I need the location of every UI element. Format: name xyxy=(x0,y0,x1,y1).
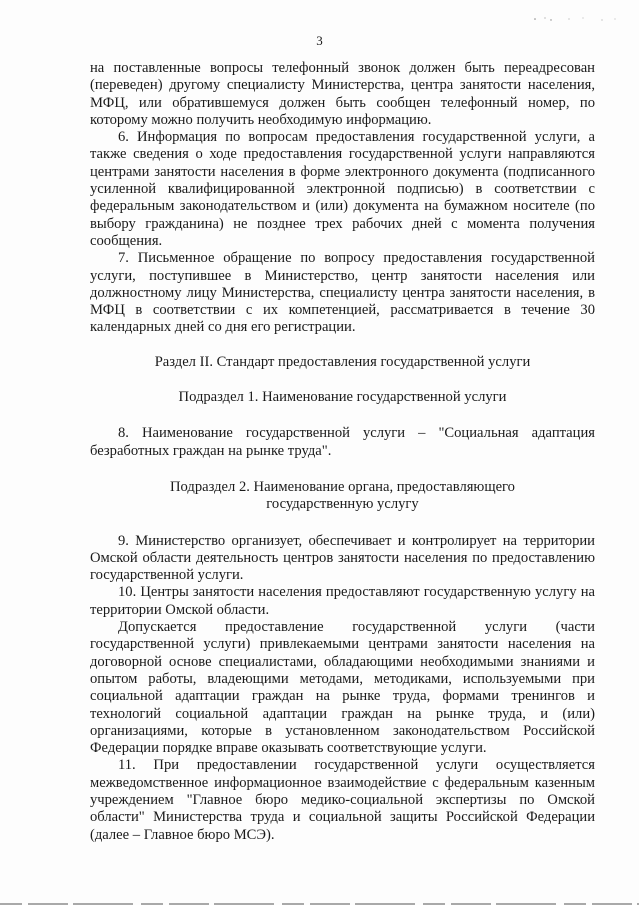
paragraph-10-admit: Допускается предоставление государственной услуги (части государственной услуги) привлекаемыми центрами занятости населения на договорной основе специалистами, обладающими необходимыми знаниями и опытом работы, владеющими методами, методиками, используемыми при социальной адаптации граждан на рынке труда, формами тренингов и технологий социальной адаптации граждан на рынке труда, и (или) организациями, которые в установленном законодательством Российской Федерации порядке вправе оказывать соответствующие услуги. xyxy=(90,619,595,757)
scan-artifact-specks xyxy=(531,14,621,24)
section-heading-2: Раздел II. Стандарт предоставления государственной услуги xyxy=(154,353,531,370)
paragraph-8: 8. Наименование государственной услуги – "Социальная адаптация безработных граждан на рынке труда". xyxy=(90,425,595,459)
paragraph-intro-continuation: на поставленные вопросы телефонный звонок должен быть переадресован (переведен) другому специалисту Министерства, центра занятости населения, МФЦ, или обратившемуся должен быть сообщен телефонный номер, по которому можно получить необходимую информацию. xyxy=(90,60,595,128)
scan-bottom-edge xyxy=(0,899,639,905)
subsection-heading-1: Подраздел 1. Наименование государственной услуги xyxy=(178,389,507,406)
subsection-heading-2-line2: государственную услугу xyxy=(266,496,419,513)
paragraph-10: 10. Центры занятости населения предоставляют государственную услугу на территории Омской области. xyxy=(90,584,595,618)
subsection-heading-2-line1: Подраздел 2. Наименование органа, предоставляющего xyxy=(170,478,515,495)
page-number: 3 xyxy=(316,33,323,48)
paragraph-11: 11. При предоставлении государственной услуги осуществляется межведомственное информационное взаимодействие с федеральным казенным учреждением "Главное бюро медико-социальной экспертизы по Омской области" Министерства труда и социальной защиты Российской Федерации (далее – Главное бюро МСЭ). xyxy=(90,757,595,843)
subsection-heading-2 xyxy=(90,479,595,514)
document-body xyxy=(90,60,595,844)
paragraph-6: 6. Информация по вопросам предоставления государственной услуги, а также сведения о ходе предоставления государственной услуги направляются центрами занятости населения в форме электронного документа (подписанного усиленной квалифицированной электронной подписью) в соответствии с федеральным законодательством и (или) документа на бумажном носителе (по выбору гражданина) не позднее трех рабочих дней с момента получения сообщения. xyxy=(90,129,595,249)
paragraph-9: 9. Министерство организует, обеспечивает и контролирует на территории Омской области деятельность центров занятости населения по предоставлению государственной услуги. xyxy=(90,532,595,584)
paragraph-7: 7. Письменное обращение по вопросу предоставления государственной услуги, поступившее в Министерство, центр занятости населения или должностному лицу Министерства, специалисту центра занятости населения, в МФЦ в соответствии с их компетенцией, рассматривается в течение 30 календарных дней со дня его регистрации. xyxy=(90,250,595,336)
